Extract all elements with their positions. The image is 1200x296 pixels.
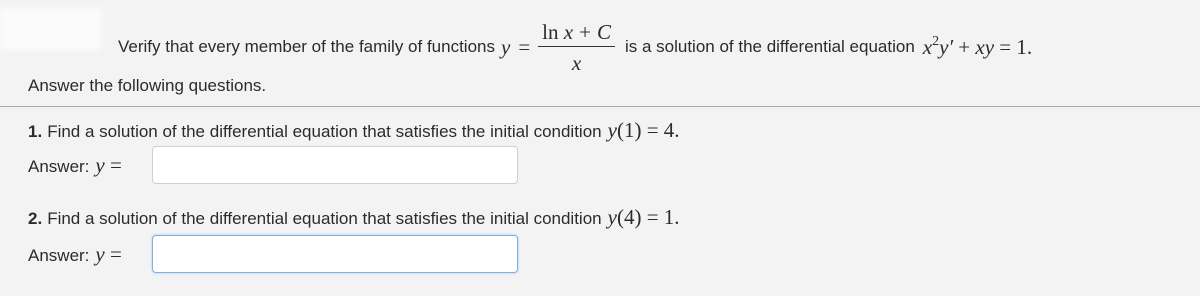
intro-text: Verify that every member of the family of functions — [118, 37, 495, 56]
answer-2-math — [95, 242, 121, 267]
answer-1-lhs: y — [95, 153, 105, 177]
redacted-area — [0, 8, 102, 50]
answer-2-eq: = — [110, 242, 122, 266]
question-1-condition-fn: y — [607, 118, 617, 142]
question-1-condition — [608, 118, 680, 143]
de-y-prime: y′ — [939, 34, 954, 59]
de-equals: = — [999, 34, 1012, 59]
question-2-condition-val: 1. — [663, 205, 680, 229]
function-lhs — [501, 35, 530, 60]
question-2-condition — [608, 205, 680, 230]
divider — [0, 106, 1200, 107]
question-2-text: Find a solution of the differential equation that satisfies the initial condition — [47, 209, 602, 228]
mid-text: is a solution of the differential equation — [624, 37, 915, 56]
question-2-condition-fn: y — [607, 205, 617, 229]
question-1-condition-eq: = — [646, 118, 659, 142]
problem-statement — [118, 16, 1032, 78]
numerator-plus: + — [579, 19, 591, 44]
question-1-condition-arg: (1) — [616, 118, 642, 142]
answer-2-input[interactable] — [152, 235, 518, 273]
question-2-number: 2. — [28, 209, 43, 228]
function-equals: = — [518, 34, 531, 59]
question-1-number: 1. — [28, 122, 43, 141]
question-1 — [28, 118, 680, 143]
question-2-condition-eq: = — [646, 205, 659, 229]
differential-equation — [923, 35, 1032, 60]
answer-1-math — [95, 153, 121, 178]
fraction-numerator — [538, 20, 615, 47]
question-2-condition-arg: (4) — [616, 205, 642, 229]
answer-1-input[interactable] — [152, 146, 518, 184]
ln-symbol: ln — [542, 19, 559, 44]
answer-2-label-text: Answer: — [28, 246, 90, 265]
de-exponent: 2 — [932, 33, 940, 49]
answer-2-lhs: y — [95, 242, 105, 266]
answer-1-label-text: Answer: — [28, 157, 90, 176]
fraction-denominator: x — [571, 50, 582, 75]
function-fraction — [538, 20, 615, 75]
numerator-c: C — [596, 19, 611, 44]
de-plus: + — [958, 34, 971, 59]
numerator-x: x — [563, 19, 574, 44]
function-y: y — [501, 34, 511, 59]
answer-1-label — [28, 153, 122, 178]
de-xy: xy — [975, 34, 995, 59]
answer-instructions: Answer the following questions. — [28, 76, 267, 95]
de-x: x — [922, 34, 933, 59]
de-rhs: 1. — [1016, 34, 1033, 59]
question-2 — [28, 205, 680, 230]
answer-1-eq: = — [110, 153, 122, 177]
answer-2-label — [28, 242, 122, 267]
question-1-condition-val: 4. — [663, 118, 680, 142]
question-1-text: Find a solution of the differential equation that satisfies the initial condition — [47, 122, 602, 141]
